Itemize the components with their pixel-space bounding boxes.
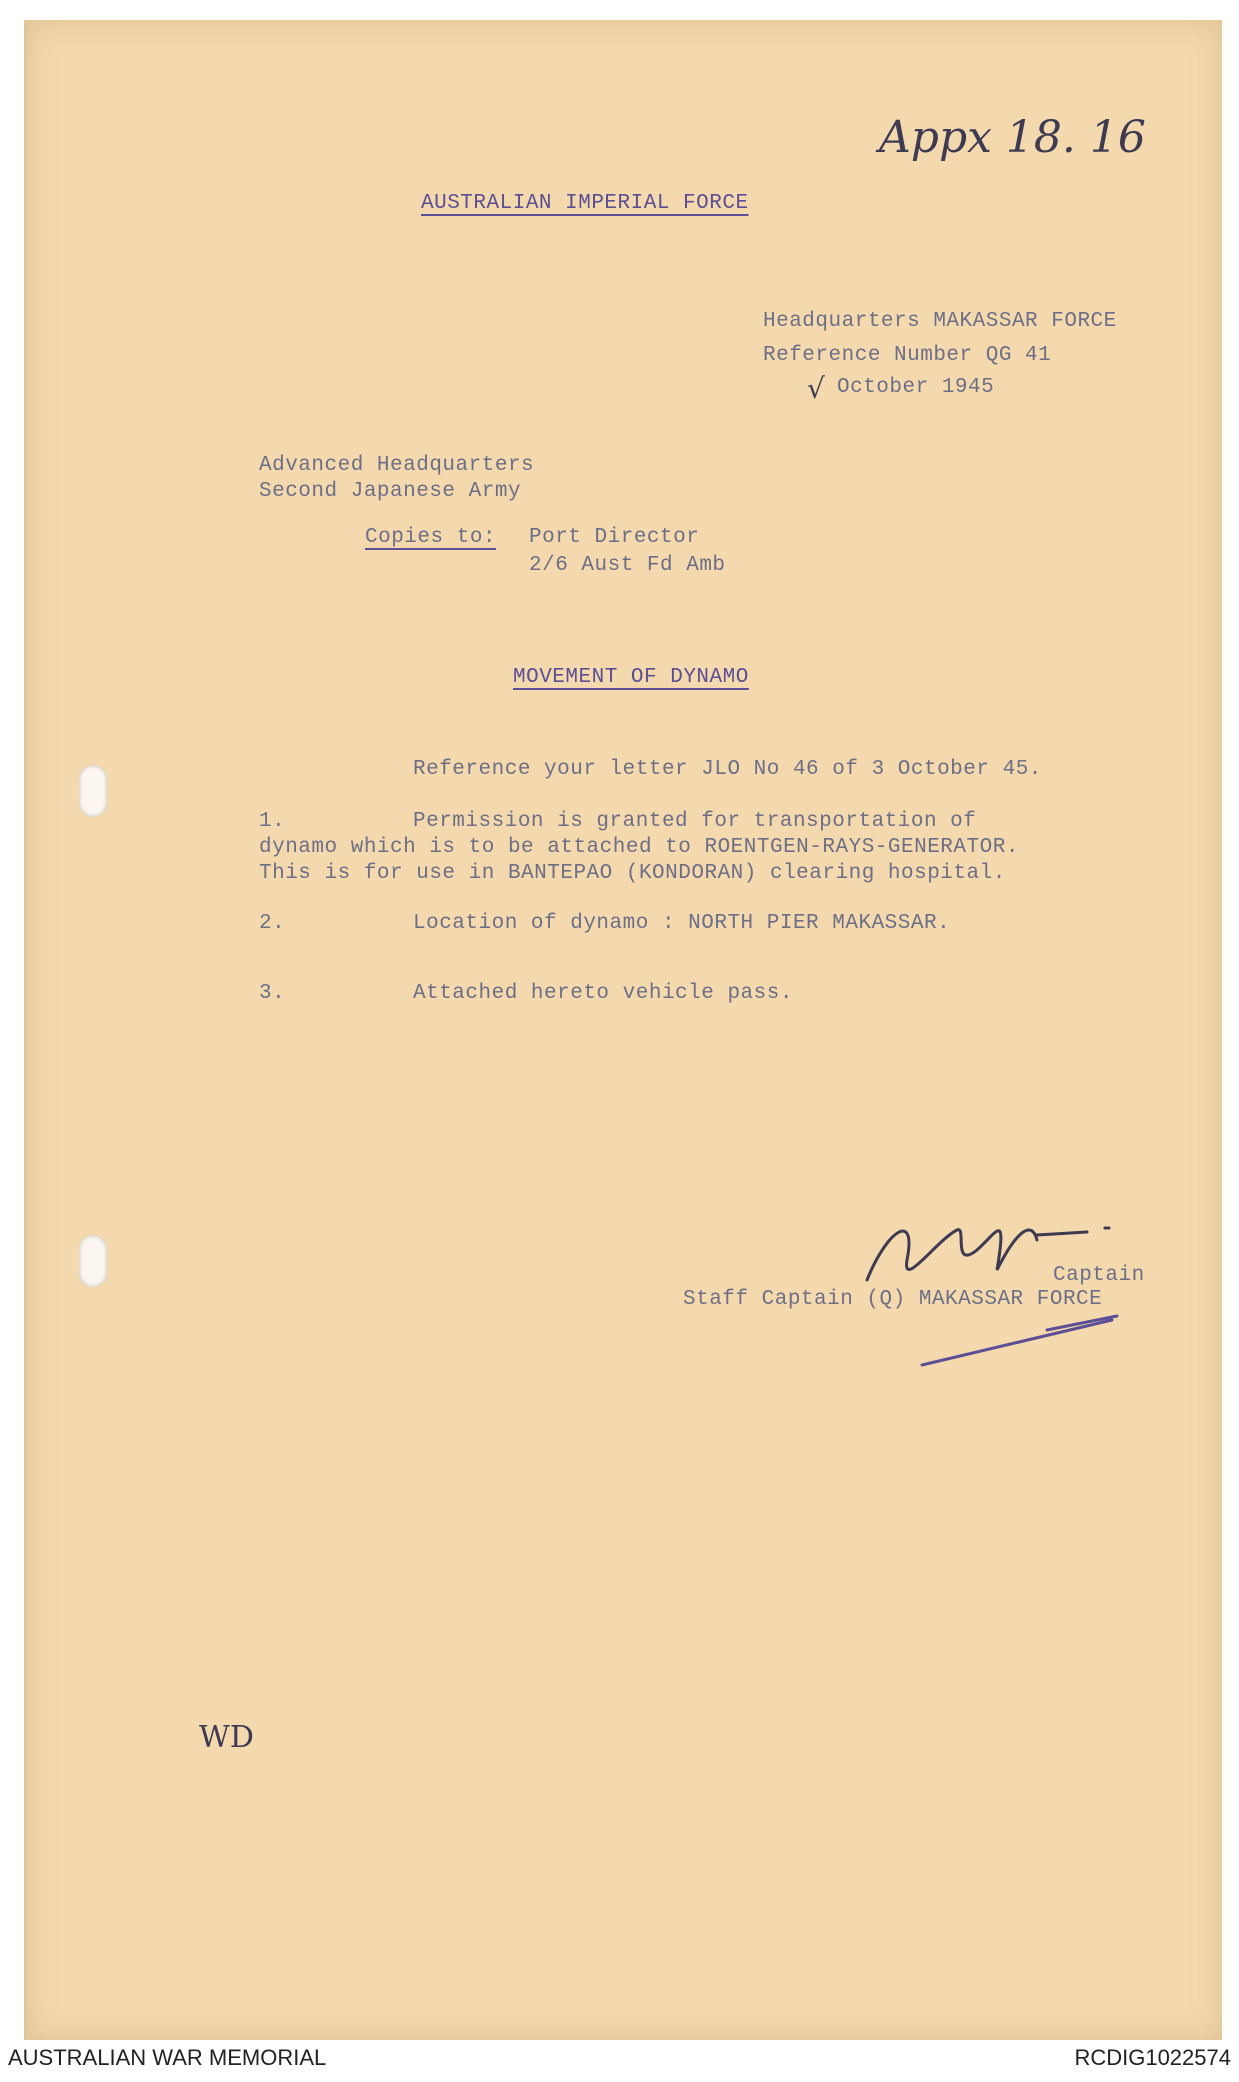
- footer-id: RCDIG1022574: [1074, 2045, 1231, 2070]
- para-3-number: 3.: [259, 982, 286, 1005]
- copies-to-label: Copies to:: [365, 526, 497, 549]
- punch-hole-top: [79, 765, 107, 817]
- date-tick-mark: √: [807, 372, 825, 405]
- signature-title: Staff Captain (Q) MAKASSAR FORCE: [683, 1288, 1103, 1311]
- para-3-text: Attached hereto vehicle pass.: [413, 982, 793, 1005]
- addressee-line-1: Advanced Headquarters: [259, 454, 535, 477]
- copies-recipient-1: Port Director: [529, 526, 700, 549]
- subject-heading: MOVEMENT OF DYNAMO: [513, 666, 749, 689]
- document-title: AUSTRALIAN IMPERIAL FORCE: [421, 192, 749, 215]
- body-intro: Reference your letter JLO No 46 of 3 October 45.: [413, 758, 1042, 781]
- copies-recipient-2: 2/6 Aust Fd Amb: [529, 554, 726, 577]
- footer-source: AUSTRALIAN WAR MEMORIAL: [8, 2045, 327, 2070]
- para-2-text: Location of dynamo : NORTH PIER MAKASSAR.: [413, 912, 951, 935]
- para-2-number: 2.: [259, 912, 286, 935]
- margin-note-wd: WD: [199, 1720, 254, 1755]
- para-1-line-3: This is for use in BANTEPAO (KONDORAN) clearing hospital.: [259, 862, 1006, 885]
- reference-date: October 1945: [837, 376, 995, 399]
- para-1-line-1: Permission is granted for transportation of: [413, 810, 977, 833]
- signature-rank: Captain: [1053, 1264, 1145, 1287]
- addressee-line-2: Second Japanese Army: [259, 480, 522, 503]
- para-1-number: 1.: [259, 810, 286, 833]
- reference-hq: Headquarters MAKASSAR FORCE: [763, 310, 1117, 333]
- punch-hole-bottom: [79, 1235, 107, 1287]
- document-page: [24, 20, 1222, 2040]
- para-1-line-2: dynamo which is to be attached to ROENTGEN-RAYS-GENERATOR.: [259, 836, 1019, 859]
- reference-number: Reference Number QG 41: [763, 344, 1052, 367]
- handwritten-appendix-note: Appx 18. 16: [879, 112, 1146, 163]
